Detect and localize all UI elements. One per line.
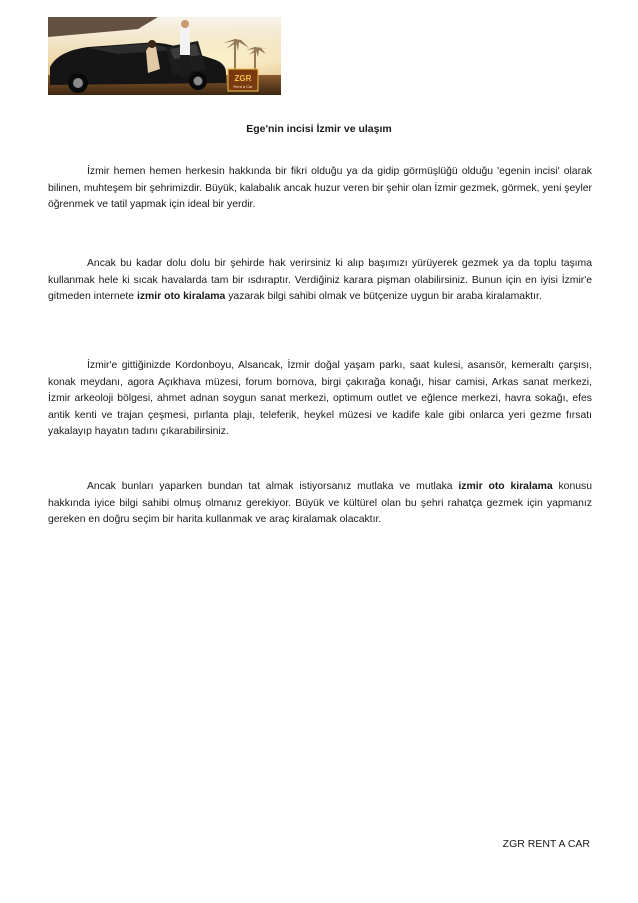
car-photo bbox=[48, 17, 281, 95]
banner-image bbox=[48, 17, 281, 95]
keyword-link: izmir oto kiralama bbox=[136, 291, 226, 302]
logo-text: ZGR bbox=[234, 74, 252, 83]
logo-subtext: Rent a Car bbox=[233, 84, 253, 89]
paragraph-conclusion bbox=[48, 479, 592, 529]
paragraph-text: Ancak bunları yaparken bundan tat almak istiyorsanız mutlaka ve mutlaka bbox=[87, 481, 459, 492]
paragraph-places: İzmir'e gittiğinizde Kordonboyu, Alsancak, İzmir doğal yaşam parkı, saat kulesi, asansör, kemeraltı çarşısı, konak meydanı, agora Açıkhava müzesi, forum bornova, birgi çakırağa konağı, hisar camisi, Arkas sanat merkezi, İzmir arkeoloji bölgesi, ahmet adnan soygun sanat merkezi, optimum outlet ve eğlence merkezi, havra sokağı, efes antik kenti ve trajan çeşmesi, pırlanta plajı, teleferik, heykel müzesi ve kadife kale gibi onlarca yeri gezme fırsatı yakalayıp hayatın tadını çıkarabilirsiniz. bbox=[48, 360, 592, 437]
footer-company: ZGR RENT A CAR bbox=[502, 838, 590, 850]
paragraph-transport bbox=[48, 256, 592, 306]
paragraph-intro: İzmir hemen hemen herkesin hakkında bir fikri olduğu ya da gidip görmüşlüğü olduğu 'egenin incisi' olarak bilinen, muhteşem bir şehrimizdir. Büyük, kalabalık ancak huzur veren bir şehir olan İzmir gezmek, görmek, yeni şeyler öğrenmek ve tatil yapmak için ideal bir yerdir. bbox=[48, 166, 593, 210]
keyword-link: izmir oto kiralama bbox=[458, 481, 553, 492]
paragraph-text: yazarak bilgi sahibi olmak ve bütçenize uygun bir araba kiralamaktır. bbox=[225, 291, 542, 302]
paragraph-text: Ancak bu kadar dolu dolu bir şehirde hak verirsiniz ki alıp başımızı yürüyerek gezmek ya da toplu taşıma kullanmak hele ki sıcak havalarda tam bir ısdıraptır. Verdiğiniz karara pişman olabilirsiniz. Bunun için en iyisi İzmir'e gitmeden internete bbox=[48, 258, 592, 302]
page-title: Ege'nin incisi İzmir ve ulaşım bbox=[246, 123, 392, 135]
zgr-logo bbox=[228, 69, 258, 91]
paragraph-text: konusu hakkında iyice bilgi sahibi olmuş olmanız gerekiyor. Büyük ve kültürel olan bu şehri rahatça gezmek için yapmanız gereken en doğru seçim bir harita kullanmak ve araç kiralamak olacaktır. bbox=[48, 481, 592, 525]
